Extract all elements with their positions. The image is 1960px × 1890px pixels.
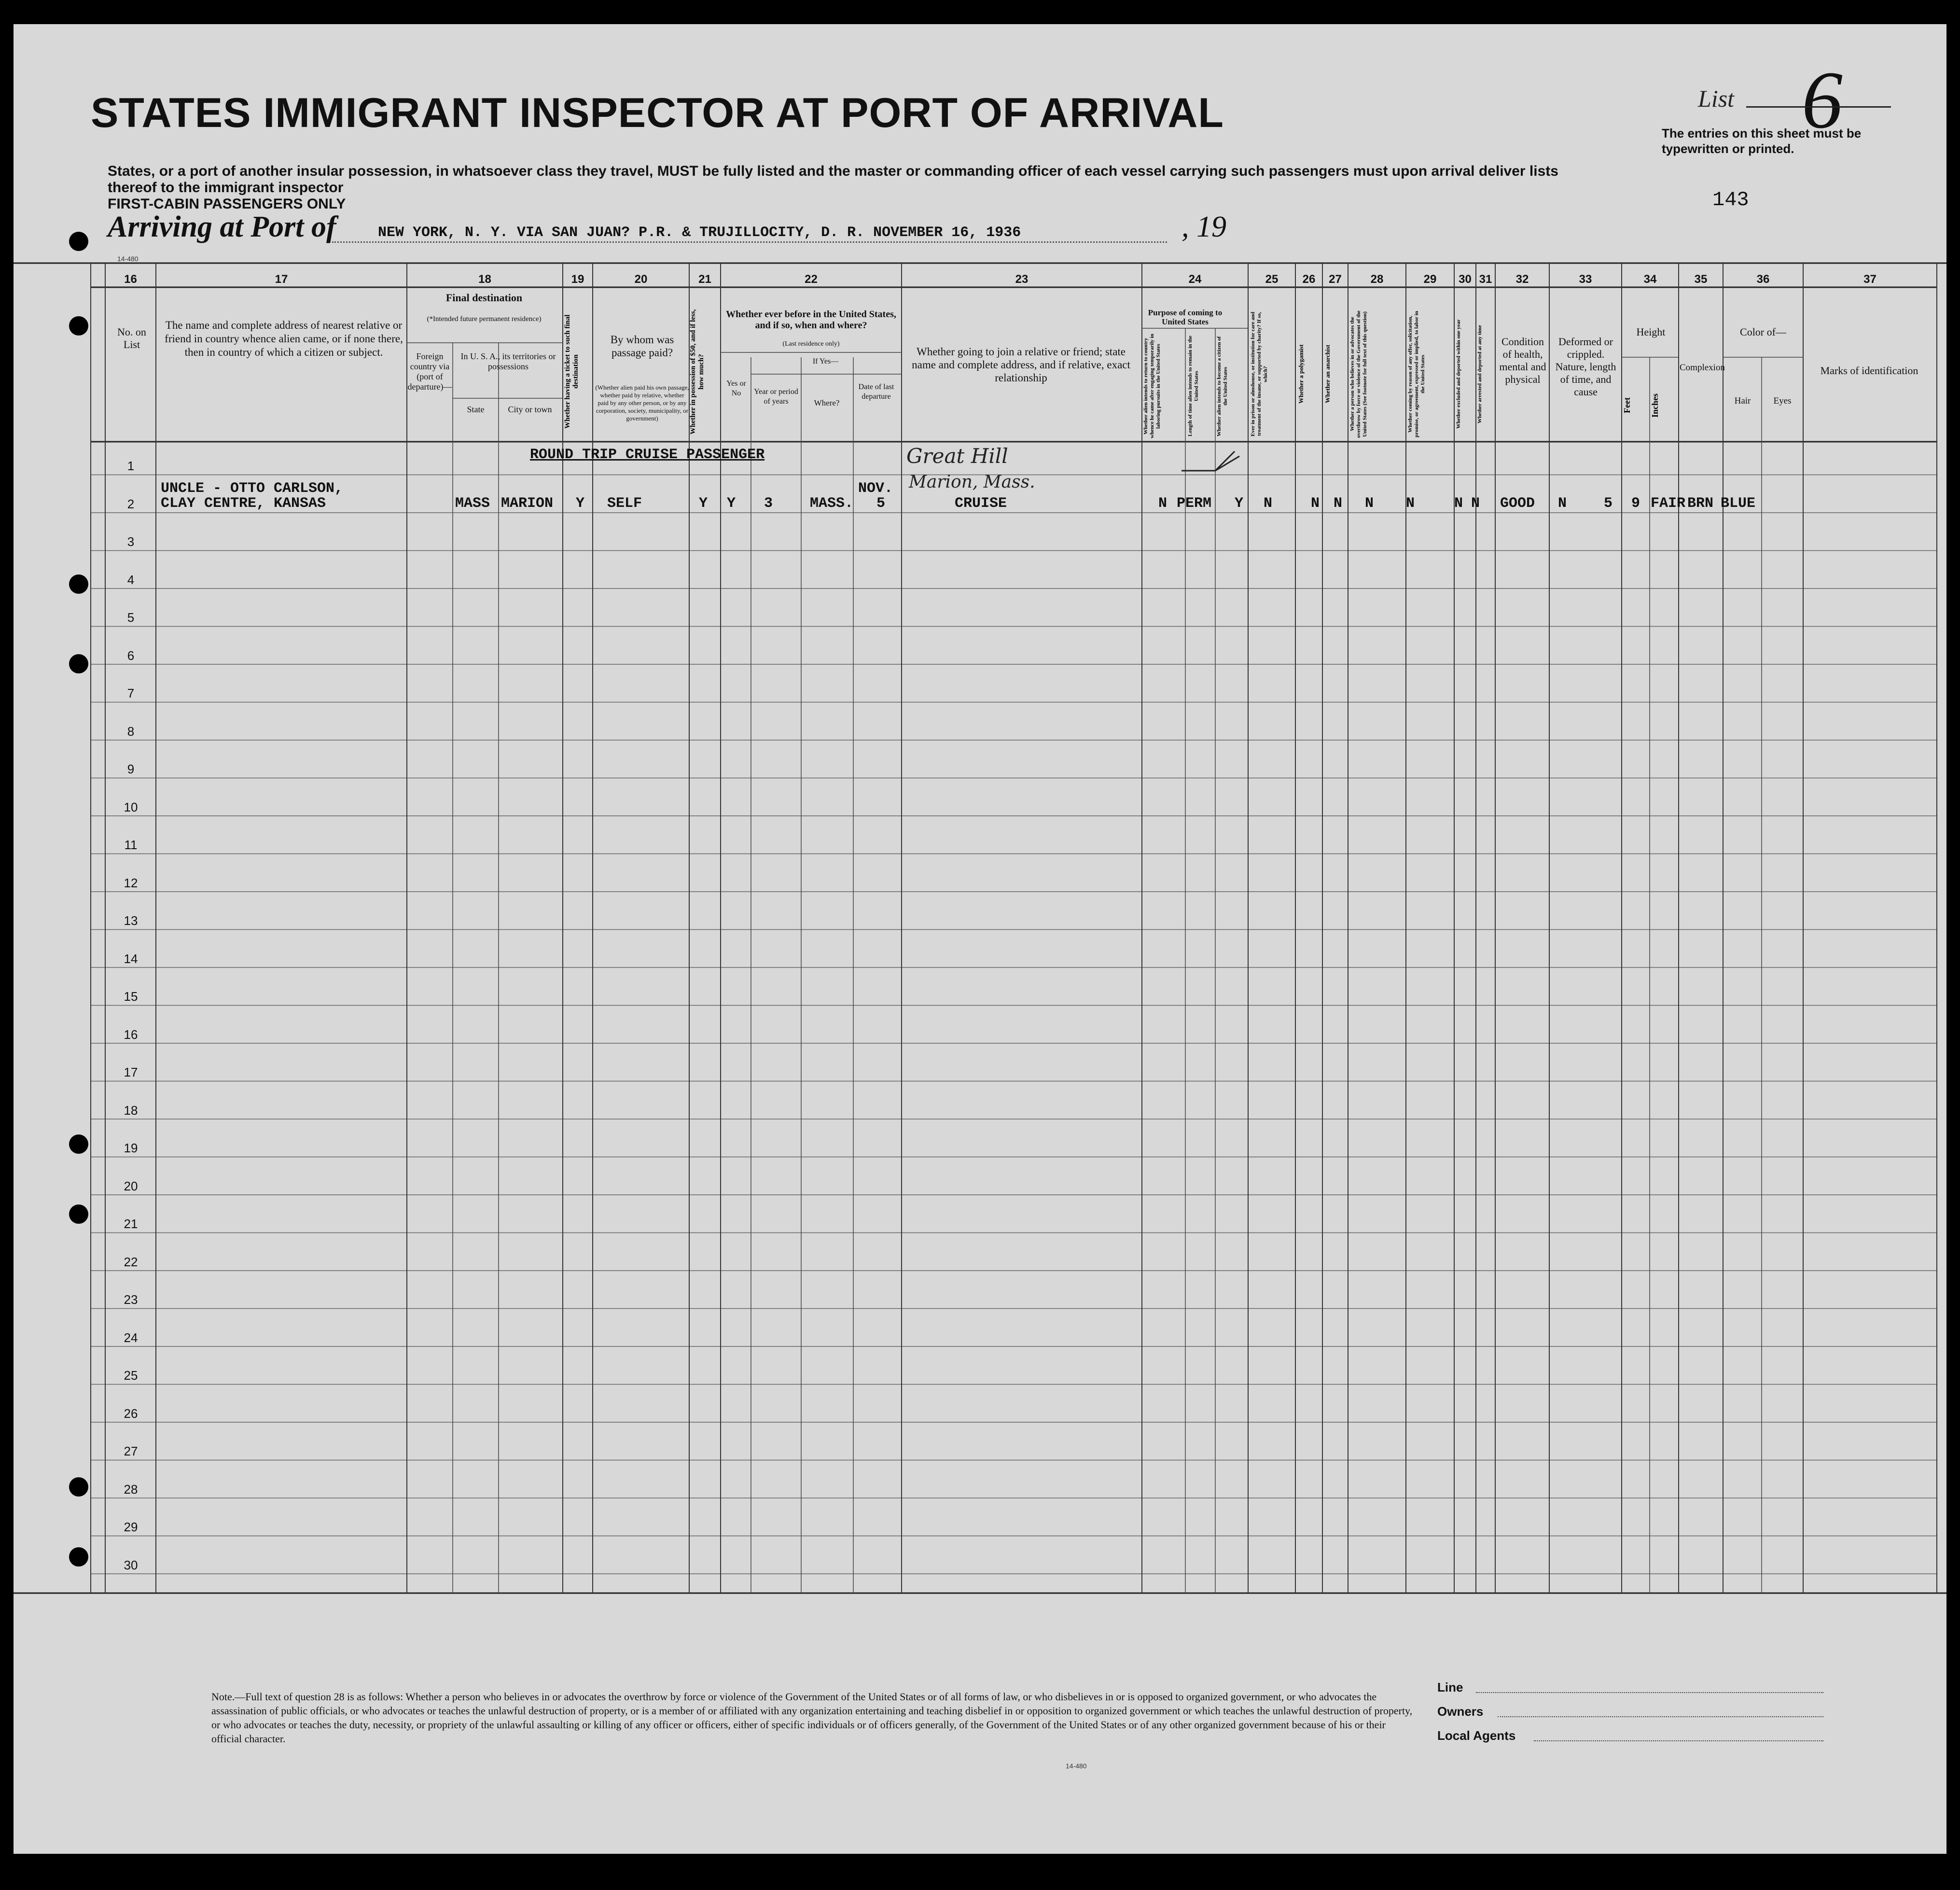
list-number: 6 (1802, 55, 1843, 145)
row-number: 24 (124, 1330, 138, 1345)
header-feet: Feet (1622, 397, 1632, 414)
row-1-where: MASS. (810, 495, 854, 512)
header-yes-or-no: Yes or No (726, 379, 746, 397)
column-number: 22 (805, 273, 818, 286)
column-number: 32 (1515, 273, 1529, 286)
header-ticket: Whether having a ticket to such final destination (564, 314, 580, 429)
row-number: 20 (124, 1178, 138, 1193)
row-number: 7 (127, 686, 135, 700)
column-number: 30 (1459, 273, 1472, 286)
header-final-destination-note: (*Intended future permanent residence) (427, 315, 542, 323)
row-1-col30: N (1454, 495, 1463, 512)
row-1-deformed: N (1558, 495, 1567, 512)
header-purpose: Purpose of coming to United States (1148, 308, 1223, 326)
row-1-handwritten-line-1: Great Hill (906, 444, 1008, 468)
row-number: 11 (124, 838, 138, 852)
row-number: 6 (127, 648, 135, 663)
row-number: 23 (124, 1292, 138, 1307)
form-instructions: States, or a port of another insular possession, in whatsoever class they travel, MUST be fully listed and the master or commanding officer of each vessel carrying such passengers must upon arrival deliver lists thereof to the immigrant inspector FIRST-CABIN PASSENGERS ONLY (108, 163, 1604, 212)
row-number: 1 (127, 459, 135, 473)
ruled-grid (14, 24, 1946, 1854)
row-1-condition: GOOD (1500, 495, 1535, 512)
column-number: 23 (1015, 273, 1029, 286)
row-1-joining: CRUISE (955, 495, 1007, 512)
row-1-ticket: Y (576, 495, 585, 512)
header-eyes: Eyes (1773, 396, 1792, 406)
row-1-relative-line-2: CLAY CENTRE, KANSAS (161, 495, 326, 512)
column-number: 28 (1370, 273, 1384, 286)
row-number: 18 (124, 1103, 138, 1118)
column-number: 27 (1329, 273, 1342, 286)
form-number-top: 14-480 (117, 255, 139, 263)
header-passage-paid: By whom was passage paid? (610, 334, 674, 359)
row-number: 26 (124, 1406, 138, 1421)
list-label: List (1698, 85, 1735, 112)
row-1-col25: N (1264, 495, 1273, 512)
header-no-on-list: No. on List (117, 326, 146, 350)
header-date-departure: Date of last departure (858, 383, 894, 401)
header-marks: Marks of identification (1820, 364, 1918, 377)
header-29: Whether coming by reason of any offer, solicitation, promise, or agreement, expressed or implied, to labor in the United States (1407, 311, 1426, 437)
year-prefix: , 19 (1182, 210, 1226, 243)
header-deformed: Deformed or crippled. Nature, length of time, and cause (1555, 336, 1616, 398)
row-1-col29: N (1406, 495, 1415, 512)
row-number: 14 (124, 951, 138, 966)
owners-label: Owners (1437, 1704, 1484, 1719)
header-last-residence: (Last residence only) (782, 340, 840, 348)
header-30: Whether excluded and deported within one year (1456, 319, 1461, 429)
header-purpose-b: Length of time alien intends to remain in the United States (1187, 336, 1199, 437)
header-height: Height (1636, 326, 1666, 338)
header-25: Ever in prison or almshouse, or institution for care and treatment of the insane, or supported by charity? If so, which? (1250, 311, 1268, 437)
header-city: City or town (508, 405, 552, 414)
row-number: 22 (124, 1254, 138, 1269)
header-if-yes: If Yes— (812, 357, 839, 365)
row-1-eyes: BLUE (1721, 495, 1756, 512)
line-label: Line (1437, 1680, 1463, 1694)
header-passage-paid-note: (Whether alien paid his own passage, whether paid by relative, whether paid by any other person, or by any corporation, society, municipality, or government) (595, 384, 689, 422)
row-1-relative-line-1: UNCLE - OTTO CARLSON, (161, 480, 344, 497)
row-1-handwritten-line-2: Marion, Mass. (909, 472, 1035, 492)
row-1-city: MARION (501, 495, 554, 512)
local-agents-label: Local Agents (1437, 1728, 1516, 1743)
row-number: 28 (124, 1482, 138, 1497)
typewritten-note: The entries on this sheet must be typewritten or printed. (1662, 126, 1862, 156)
row-number: 30 (124, 1557, 138, 1572)
port-of-arrival: NEW YORK, N. Y. VIA SAN JUAN? P.R. & TRUJILLOCITY, D. R. NOVEMBER 16, 1936 (378, 224, 1021, 241)
column-number: 24 (1188, 273, 1202, 286)
row-1-date-line-2: 5 (876, 495, 886, 512)
row-number: 9 (127, 762, 135, 776)
column-number: 17 (275, 273, 288, 286)
sheet-number: 143 (1712, 188, 1749, 211)
column-number: 37 (1863, 273, 1877, 286)
header-purpose-c: Whether alien intends to become a citizen of the United States (1216, 336, 1228, 436)
row-number: 12 (124, 875, 138, 890)
row-1-length-of-stay: PERM (1177, 495, 1212, 512)
local-agents-signature-line (1534, 1740, 1823, 1741)
header-27: Whether an anarchist (1324, 345, 1331, 404)
row-number: 19 (124, 1141, 138, 1155)
row-1-state: MASS (455, 495, 490, 512)
header-inches: Inches (1650, 393, 1660, 418)
header-26: Whether a polygamist (1297, 344, 1305, 404)
row-1-ever-before: Y (727, 495, 736, 512)
column-number: 25 (1265, 273, 1279, 286)
class-note: FIRST-CABIN PASSENGERS ONLY (108, 196, 346, 212)
column-number: 36 (1756, 273, 1770, 286)
row-number: 10 (124, 799, 138, 814)
header-nearest-relative: The name and complete address of nearest relative or friend in country whence alien came, or if none there, then in country of which a citizen or subject. (165, 319, 403, 358)
row-number: 4 (127, 572, 135, 587)
question-28-note: Note.—Full text of question 28 is as follows: Whether a person who believes in or advocates the overthrow by force or violence of the Government of the United States or of all forms of law, or who disbelieves in or is opposed to organized government, or who advocates the assassination of public officials, or who advocates or teaches the unlawful destruction of property, or is a member of or affiliated with any organization entertaining and teaching disbelief in or opposition to organized government or which teaches the unlawful destruction of property, or who advocates or teaches the duty, necessity, or propriety of the unlawful assaulting or killing of any officer or officers, either of specific individuals or of officers generally, of the Government of the United States or of any other organized government because of his or their official character. (211, 1691, 1413, 1745)
row-number: 15 (124, 989, 138, 1004)
column-number: 19 (571, 273, 584, 286)
column-number: 21 (698, 273, 711, 286)
row-number: 2 (127, 496, 135, 511)
row-1-citizen-intent: Y (1235, 495, 1244, 512)
line-signature-line (1476, 1692, 1823, 1693)
column-number: 34 (1643, 273, 1657, 286)
row-number: 21 (124, 1217, 138, 1231)
manifest-sheet (14, 24, 1946, 1854)
row-number: 8 (127, 724, 135, 739)
row-1-purpose-a: N (1158, 495, 1168, 512)
row-number: 29 (124, 1520, 138, 1534)
column-number: 18 (478, 273, 491, 286)
header-hair: Hair (1734, 396, 1751, 406)
row-1-date-line-1: NOV. (858, 480, 893, 497)
row-1-hair: BRN (1687, 495, 1714, 512)
header-joining-relative: Whether going to join a relative or friend; state name and complete address, and if relative, exact relationship (912, 346, 1130, 384)
header-possession: Whether in possession of $50, and if less, how much? (689, 309, 705, 434)
row-number: 25 (124, 1368, 138, 1383)
row-1-passage-paid: SELF (607, 495, 642, 512)
column-number: 35 (1694, 273, 1708, 286)
header-28: Whether a person who believes in or advocates the overthrow by force or violence of the Government of the United States (See footnote for full text of this question) (1349, 310, 1368, 438)
form-title: STATES IMMIGRANT INSPECTOR AT PORT OF ARRIVAL (91, 90, 1224, 136)
header-in-usa: In U. S. A., its territories or possessions (460, 351, 556, 371)
header-where: Where? (814, 398, 840, 407)
column-number: 26 (1302, 273, 1316, 286)
column-number: 16 (124, 273, 137, 286)
header-year-period: Year or period of years (754, 388, 798, 406)
row-1-col26: N (1311, 495, 1320, 512)
header-ever-before: Whether ever before in the United States, and if so, when and where? (726, 309, 896, 331)
row-number: 16 (124, 1027, 138, 1042)
row-number: 27 (124, 1444, 138, 1458)
row-number: 3 (127, 534, 135, 549)
row-1-inches: 9 (1631, 495, 1640, 512)
arriving-label: Arriving at Port of (108, 210, 336, 243)
header-state: State (467, 405, 485, 414)
owners-signature-line (1498, 1716, 1823, 1717)
column-number: 31 (1479, 273, 1492, 286)
form-number-bottom: 14-480 (1066, 1762, 1087, 1770)
header-condition: Condition of health, mental and physical (1499, 336, 1546, 385)
header-purpose-a: Whether alien intends to return to country whence he came after engaging temporarily in laboring pursuits in the United States (1143, 334, 1161, 439)
column-number: 20 (634, 273, 648, 286)
row-1-complexion: FAIR (1651, 495, 1686, 512)
header-final-destination: Final destination (445, 292, 523, 304)
column-number: 29 (1423, 273, 1437, 286)
row-number: 5 (127, 610, 135, 625)
column-number: 33 (1579, 273, 1592, 286)
row-number: 17 (124, 1065, 138, 1079)
row-number: 13 (124, 913, 138, 928)
header-color-of: Color of— (1740, 326, 1786, 338)
row-1-feet: 5 (1604, 495, 1613, 512)
header-foreign-country: Foreign country via (port of departure)— (407, 351, 452, 392)
header-complexion: Complexion (1680, 363, 1725, 373)
row-1-possession: Y (699, 495, 708, 512)
row-1-years: 3 (764, 495, 773, 512)
row-1-col28: N (1365, 495, 1374, 512)
row-1-col31: N (1471, 495, 1480, 512)
header-31: Whether arrested and deported at any time (1477, 325, 1483, 423)
row-1-col27: N (1334, 495, 1343, 512)
cruise-passenger-stamp: ROUND TRIP CRUISE PASSENGER (530, 447, 765, 463)
